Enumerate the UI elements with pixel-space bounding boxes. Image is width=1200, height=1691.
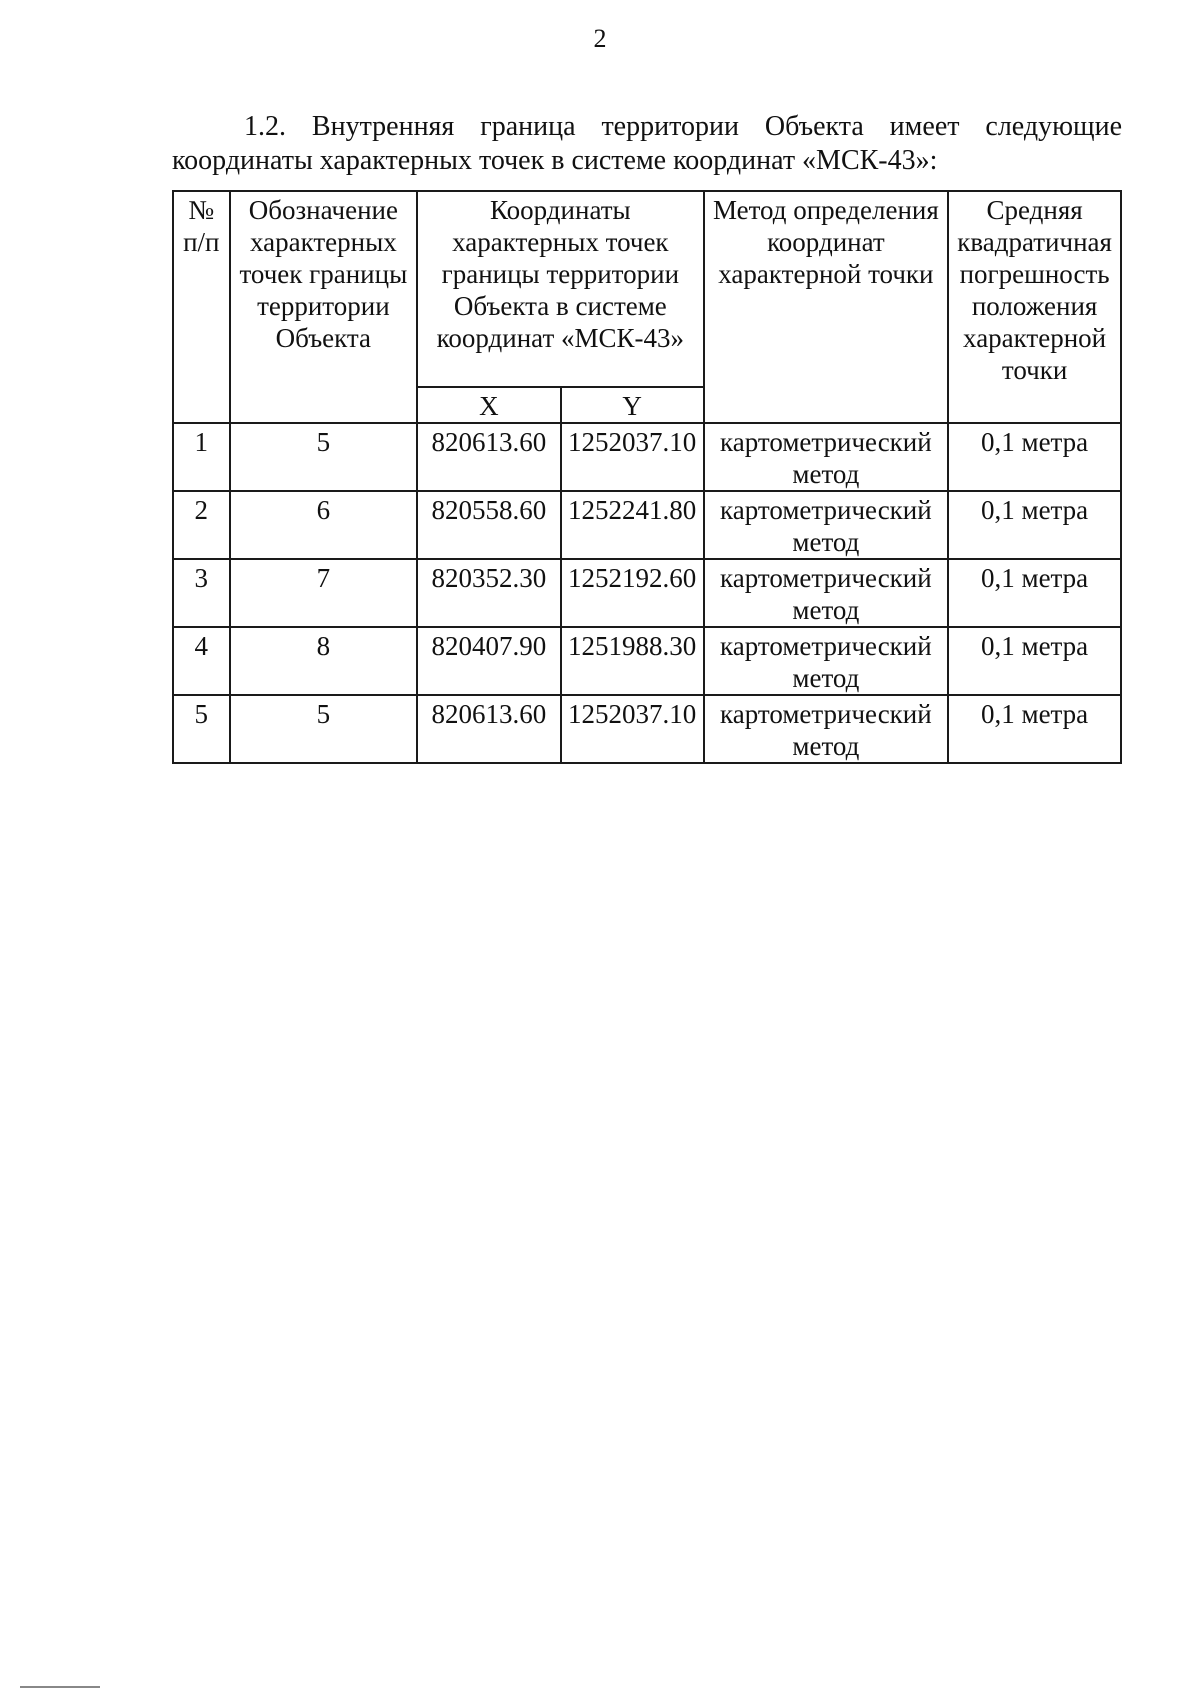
- cell-error: 0,1 метра: [948, 423, 1121, 491]
- intro-line-2: координаты характерных точек в системе координат «МСК-43»:: [172, 145, 938, 176]
- table-row: [173, 627, 1121, 695]
- table-row: [173, 491, 1121, 559]
- cell-y: 1251988.30: [561, 627, 704, 695]
- cell-x: 820613.60: [417, 423, 561, 491]
- cell-point: 5: [230, 423, 417, 491]
- cell-x: 820352.30: [417, 559, 561, 627]
- cell-y: 1252037.10: [561, 695, 704, 763]
- cell-num: 2: [173, 491, 230, 559]
- header-method: Метод определения координат характерной точки: [704, 191, 949, 423]
- header-point: Обозначение характерных точек границы территории Объекта: [230, 191, 417, 423]
- coordinates-table: [172, 190, 1122, 764]
- header-x: X: [417, 387, 561, 423]
- cell-error: 0,1 метра: [948, 627, 1121, 695]
- cell-y: 1252241.80: [561, 491, 704, 559]
- cell-num: 1: [173, 423, 230, 491]
- cell-point: 7: [230, 559, 417, 627]
- cell-num: 5: [173, 695, 230, 763]
- cell-num: 4: [173, 627, 230, 695]
- table-row: [173, 695, 1121, 763]
- cell-num: 3: [173, 559, 230, 627]
- cell-point: 8: [230, 627, 417, 695]
- scan-artifact: [20, 1686, 100, 1688]
- header-error: Средняя квадратичная погрешность положения характерной точки: [948, 191, 1121, 423]
- cell-error: 0,1 метра: [948, 491, 1121, 559]
- header-num: № п/п: [173, 191, 230, 423]
- header-y: Y: [561, 387, 704, 423]
- intro-paragraph: [172, 110, 1122, 178]
- header-coordinates: Координаты характерных точек границы территории Объекта в системе координат «МСК-43»: [417, 191, 704, 387]
- cell-x: 820558.60: [417, 491, 561, 559]
- cell-method: картометрический метод: [704, 423, 949, 491]
- cell-method: картометрический метод: [704, 695, 949, 763]
- cell-point: 6: [230, 491, 417, 559]
- table-row: [173, 559, 1121, 627]
- intro-line-1: 1.2. Внутренняя граница территории Объекта имеет следующие: [244, 111, 1122, 142]
- table-row: [173, 423, 1121, 491]
- page-number: 2: [593, 24, 607, 53]
- cell-method: картометрический метод: [704, 491, 949, 559]
- cell-error: 0,1 метра: [948, 559, 1121, 627]
- cell-error: 0,1 метра: [948, 695, 1121, 763]
- cell-y: 1252037.10: [561, 423, 704, 491]
- cell-x: 820613.60: [417, 695, 561, 763]
- cell-y: 1252192.60: [561, 559, 704, 627]
- cell-method: картометрический метод: [704, 559, 949, 627]
- cell-point: 5: [230, 695, 417, 763]
- cell-x: 820407.90: [417, 627, 561, 695]
- cell-method: картометрический метод: [704, 627, 949, 695]
